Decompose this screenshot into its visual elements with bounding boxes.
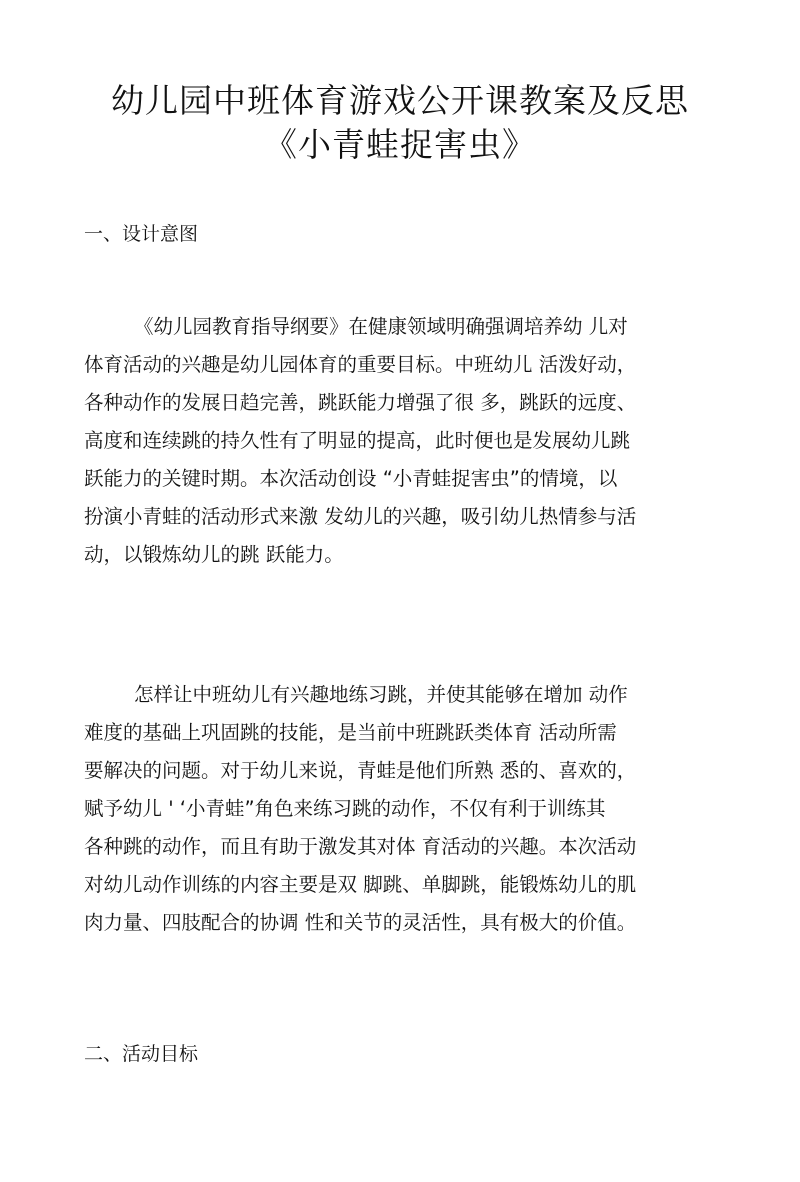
paragraph-line: 扮演小青蛙的活动形式来激 发幼儿的兴趣，吸引幼儿热情参与活 bbox=[84, 505, 637, 528]
document-title-line-1: 幼儿园中班体育游戏公开课教案及反思 bbox=[111, 81, 689, 120]
paragraph-line: 动，以锻炼幼儿的跳 跃能力。 bbox=[84, 543, 344, 566]
paragraph-line: 对幼儿动作训练的内容主要是双 脚跳、单脚跳，能锻炼幼儿的肌 bbox=[84, 873, 637, 896]
paragraph-line: 赋予幼儿 ' ‘小青蛙”角色来练习跳的动作，不仅有利于训练其 bbox=[84, 797, 606, 820]
paragraph-line: 跃能力的关键时期。本次活动创设 “小青蛙捉害虫”的情境，以 bbox=[84, 467, 618, 490]
paragraph-line: 肉力量、四肢配合的协调 性和关节的灵活性，具有极大的价值。 bbox=[84, 911, 637, 934]
section-heading-activity-goals: 二、活动目标 bbox=[84, 1043, 199, 1065]
paragraph-design-intent-2 bbox=[84, 676, 724, 942]
document-title-line-2: 《小青蛙捉害虫》 bbox=[264, 125, 536, 164]
paragraph-line: 高度和连续跳的持久性有了明显的提高，此时便也是发展幼儿跳 bbox=[84, 429, 631, 452]
section-heading-design-intent: 一、设计意图 bbox=[84, 223, 199, 245]
paragraph-line: 《幼儿园教育指导纲要》在健康领域明确强调培养幼 儿对 bbox=[134, 315, 628, 338]
paragraph-line: 各种动作的发展日趋完善，跳跃能力增强了很 多，跳跃的远度、 bbox=[84, 391, 637, 414]
paragraph-line: 难度的基础上巩固跳的技能，是当前中班跳跃类体育 活动所需 bbox=[84, 721, 617, 744]
paragraph-line: 各种跳的动作，而且有助于激发其对体 育活动的兴趣。本次活动 bbox=[84, 835, 637, 858]
paragraph-design-intent-1 bbox=[84, 308, 724, 574]
paragraph-line: 要解决的问题。对于幼儿来说，青蛙是他们所熟 悉的、喜欢的， bbox=[84, 759, 637, 782]
paragraph-line: 怎样让中班幼儿有兴趣地练习跳，并使其能够在增加 动作 bbox=[134, 683, 628, 706]
paragraph-line: 体育活动的兴趣是幼儿园体育的重要目标。中班幼儿 活泼好动， bbox=[84, 353, 637, 376]
